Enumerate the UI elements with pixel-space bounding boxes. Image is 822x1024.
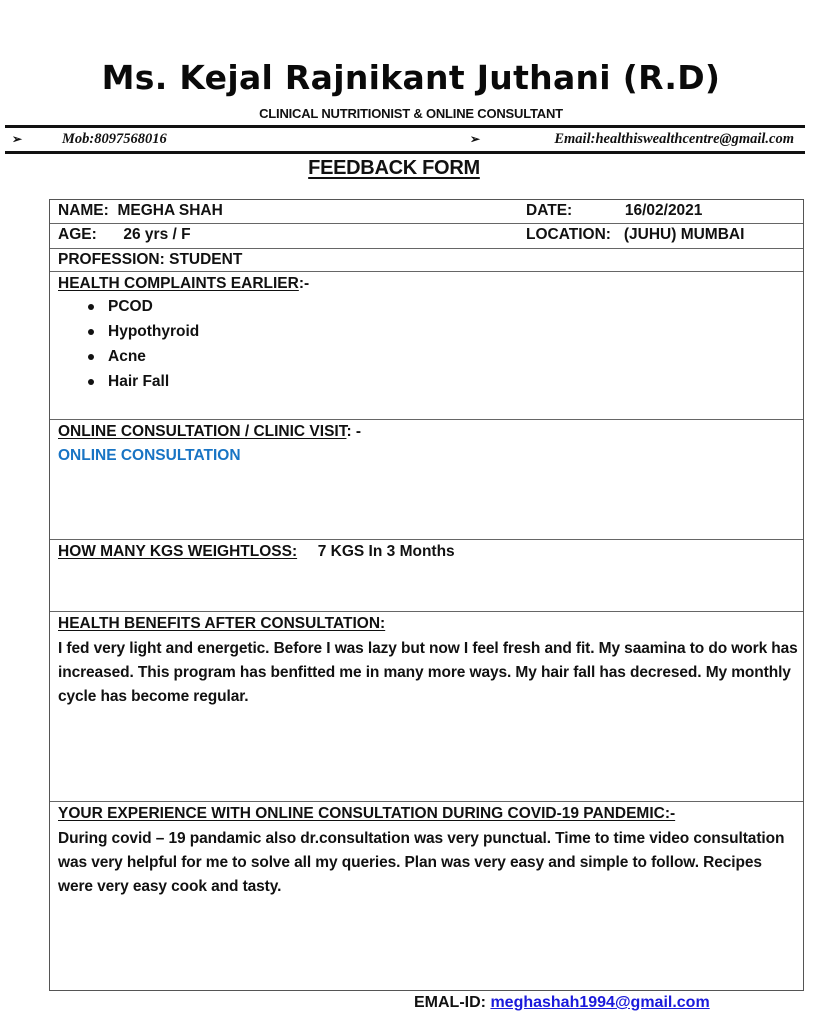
complaint-item: PCOD — [58, 294, 199, 319]
consultation-value: ONLINE CONSULTATION — [58, 447, 241, 464]
health-benefits-heading — [58, 615, 385, 633]
clinic-email: Email:healthiswealthcentre@gmail.com — [554, 131, 794, 147]
nutritionist-name-title: Ms. Kejal Rajnikant Juthani (R.D) — [101, 58, 721, 97]
footer-email — [414, 994, 710, 1012]
heading-text: YOUR EXPERIENCE WITH ONLINE CONSULTATION DURING COVID-19 PANDEMIC:- — [58, 805, 676, 822]
heading-suffix: :- — [298, 275, 310, 292]
header-rule-top — [5, 125, 805, 128]
complaint-item: Acne — [58, 344, 199, 369]
complaints-list — [58, 294, 199, 394]
heading-text: HEALTH BENEFITS AFTER CONSULTATION: — [58, 615, 386, 632]
section-health-complaints — [50, 272, 803, 420]
date-field — [526, 202, 702, 220]
heading-text: HEALTH COMPLAINTS EARLIER — [58, 275, 299, 292]
age-value: 26 yrs / F — [123, 226, 191, 243]
age-field — [58, 226, 191, 244]
weightloss-value: 7 KGS In 3 Months — [317, 543, 455, 560]
heading-text: ONLINE CONSULTATION / CLINIC VISIT — [58, 423, 347, 440]
name-label: NAME: — [58, 202, 109, 219]
footer-email-label: EMAL-ID: — [414, 994, 486, 1011]
complaint-item: Hypothyroid — [58, 319, 199, 344]
location-field — [526, 226, 744, 244]
nutritionist-subtitle: CLINICAL NUTRITIONIST & ONLINE CONSULTANT — [259, 106, 563, 121]
name-value: MEGHA SHAH — [117, 202, 223, 219]
mobile-number: Mob:8097568016 — [62, 131, 167, 147]
name-field — [58, 202, 223, 220]
feedback-form-table — [49, 199, 804, 991]
heading-suffix: : - — [346, 423, 362, 440]
arrow-bullet-icon: ➢ — [470, 132, 481, 146]
arrow-bullet-icon: ➢ — [12, 132, 23, 146]
profession-value: STUDENT — [169, 251, 243, 268]
date-label: DATE: — [526, 202, 573, 219]
section-covid-experience — [50, 802, 803, 992]
form-title-text: FEEDBACK FORM — [308, 157, 480, 179]
consultation-heading — [58, 423, 361, 441]
date-value: 16/02/2021 — [624, 202, 703, 219]
row-profession — [50, 249, 803, 272]
footer-email-link[interactable]: meghashah1994@gmail.com — [490, 994, 710, 1011]
header-rule-bottom — [5, 151, 805, 154]
row-age-location — [50, 224, 803, 249]
covid-experience-text: During covid – 19 pandamic also dr.consultation was very punctual. Time to time video consultation was very helpful for me to solve all my queries. Plan was very easy and simple to follow. Recipes were very easy cook and tasty. — [58, 830, 785, 895]
location-label: LOCATION: — [526, 226, 611, 243]
profession-label: PROFESSION: — [58, 251, 165, 268]
health-complaints-heading — [58, 275, 309, 293]
contact-row — [0, 130, 822, 150]
section-weightloss — [50, 540, 803, 612]
form-title — [0, 157, 788, 180]
row-name-date — [50, 200, 803, 224]
weightloss-field — [58, 543, 455, 561]
health-benefits-text: I fed very light and energetic. Before I was lazy but now I feel fresh and fit. My saamina to do work has increased. This program has benfitted me in many more ways. My hair fall has decresed. My monthly cycle has become regular. — [58, 640, 798, 705]
section-consultation-type — [50, 420, 803, 540]
covid-experience-heading — [58, 805, 675, 823]
complaint-item: Hair Fall — [58, 369, 199, 394]
weightloss-heading: HOW MANY KGS WEIGHTLOSS: — [58, 543, 298, 560]
location-value: (JUHU) MUMBAI — [623, 226, 745, 243]
section-health-benefits — [50, 612, 803, 802]
age-label: AGE: — [58, 226, 97, 243]
profession-field — [58, 251, 242, 269]
